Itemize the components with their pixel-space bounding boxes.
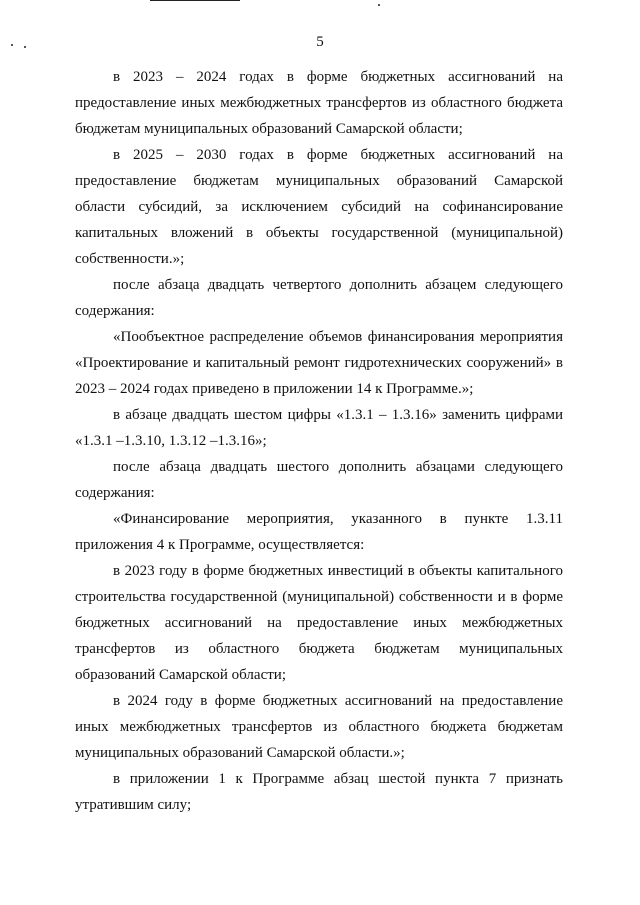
paragraph: в абзаце двадцать шестом цифры «1.3.1 – 1.3.16» заменить цифрами «1.3.1 –1.3.10, 1.3.12 –1.3.16»; <box>75 407 563 449</box>
scan-artifact-dot <box>378 4 380 6</box>
paragraph: в 2023 году в форме бюджетных инвестиций в объекты капитального строительства государственной (муниципальной) собственности и в форме бюджетных ассигнований на предоставление иных межбюджетных трансфертов из областного бюджета бюджетам муниципальных образований Самарской области; <box>75 563 563 683</box>
paragraph: «Пообъектное распределение объемов финансирования мероприятия «Проектирование и капитальный ремонт гидротехнических сооружений» в 2023 – 2024 годах приведено в приложении 14 к Программе.»; <box>75 329 563 397</box>
scan-artifact-line <box>150 0 240 1</box>
paragraph: в 2025 – 2030 годах в форме бюджетных ассигнований на предоставление бюджетам муниципальных образований Самарской области субсидий, за исключением субсидий на софинансирование капитальных вложений в объекты государственной (муниципальной) собственности.»; <box>75 147 563 267</box>
paragraph: в 2024 году в форме бюджетных ассигнований на предоставление иных межбюджетных трансфертов из областного бюджета бюджетам муниципальных образований Самарской области.»; <box>75 693 563 761</box>
page-number: 5 <box>316 34 324 50</box>
paragraph: после абзаца двадцать шестого дополнить абзацами следующего содержания: <box>75 459 563 501</box>
document-body <box>75 64 563 818</box>
paragraph: «Финансирование мероприятия, указанного в пункте 1.3.11 приложения 4 к Программе, осуществляется: <box>75 511 563 553</box>
paragraph: в приложении 1 к Программе абзац шестой пункта 7 признать утратившим силу; <box>75 771 563 813</box>
paragraph: после абзаца двадцать четвертого дополнить абзацем следующего содержания: <box>75 277 563 319</box>
paragraph: в 2023 – 2024 годах в форме бюджетных ассигнований на предоставление иных межбюджетных трансфертов из областного бюджета бюджетам муниципальных образований Самарской области; <box>75 69 563 137</box>
